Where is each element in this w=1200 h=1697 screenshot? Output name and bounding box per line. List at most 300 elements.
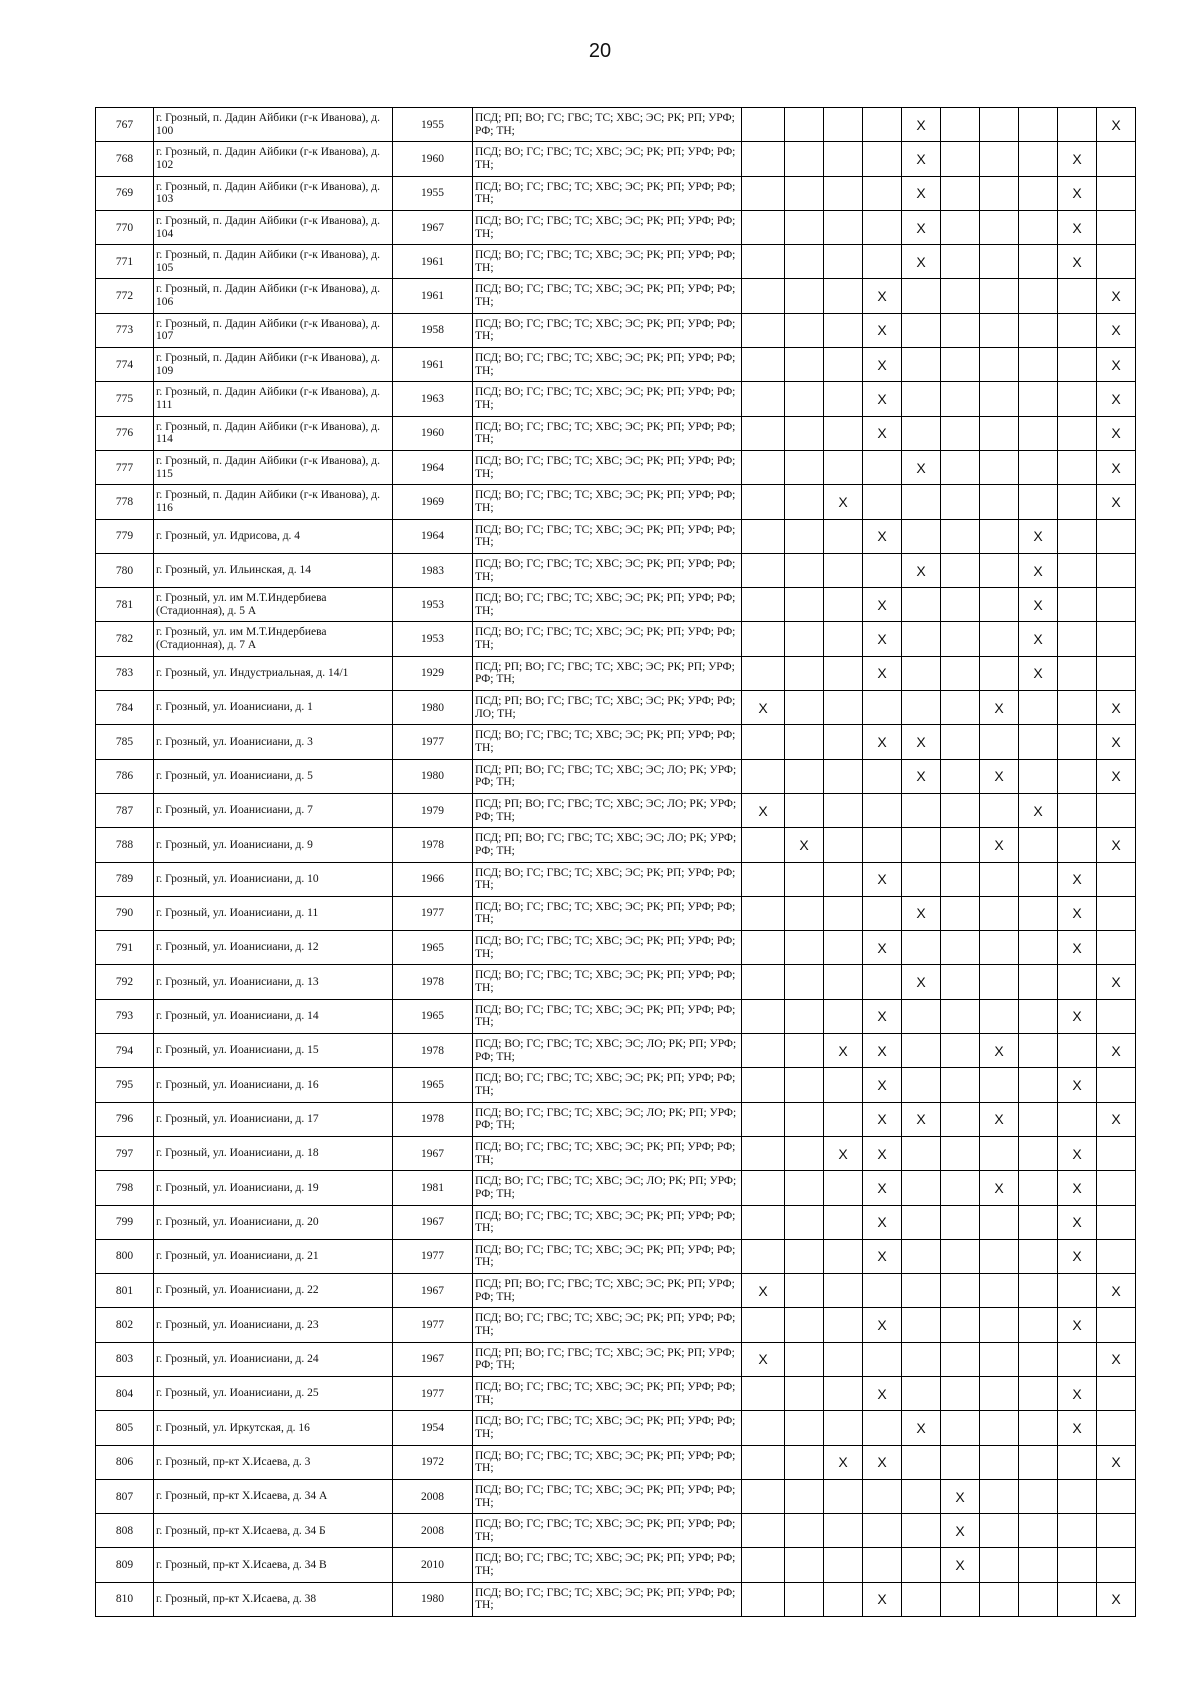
mark-cell-7 bbox=[980, 725, 1019, 759]
table-row bbox=[96, 416, 1136, 450]
table-row bbox=[96, 1274, 1136, 1308]
services-cell: ПСД; ВО; ГС; ГВС; ТС; ХВС; ЭС; РК; РП; УРФ; РФ; ТН; bbox=[473, 210, 742, 244]
mark-cell-6 bbox=[941, 691, 980, 725]
mark-cell-2 bbox=[785, 1239, 824, 1273]
mark-cell-5-checked: X bbox=[902, 965, 941, 999]
mark-cell-5 bbox=[902, 931, 941, 965]
mark-cell-7-checked: X bbox=[980, 1102, 1019, 1136]
mark-cell-6 bbox=[941, 588, 980, 622]
mark-cell-5 bbox=[902, 1034, 941, 1068]
table-row bbox=[96, 450, 1136, 484]
mark-cell-10-checked: X bbox=[1097, 691, 1136, 725]
mark-cell-4-checked: X bbox=[863, 1308, 902, 1342]
table-row bbox=[96, 553, 1136, 587]
mark-cell-2 bbox=[785, 896, 824, 930]
mark-cell-9-checked: X bbox=[1058, 1068, 1097, 1102]
mark-cell-8 bbox=[1019, 1068, 1058, 1102]
mark-cell-1 bbox=[742, 725, 785, 759]
table-row bbox=[96, 348, 1136, 382]
mark-cell-2-checked: X bbox=[785, 828, 824, 862]
mark-cell-2 bbox=[785, 1582, 824, 1616]
year-cell: 2008 bbox=[393, 1479, 473, 1513]
year-cell: 1963 bbox=[393, 382, 473, 416]
mark-cell-10 bbox=[1097, 931, 1136, 965]
mark-cell-10-checked: X bbox=[1097, 485, 1136, 519]
address-cell: г. Грозный, п. Дадин Айбики (г-к Иванова), д. 114 bbox=[154, 416, 393, 450]
row-number: 786 bbox=[96, 759, 154, 793]
mark-cell-10-checked: X bbox=[1097, 1102, 1136, 1136]
mark-cell-9 bbox=[1058, 485, 1097, 519]
mark-cell-4-checked: X bbox=[863, 862, 902, 896]
mark-cell-2 bbox=[785, 999, 824, 1033]
mark-cell-7 bbox=[980, 1342, 1019, 1376]
year-cell: 1960 bbox=[393, 142, 473, 176]
mark-cell-8 bbox=[1019, 1102, 1058, 1136]
mark-cell-2 bbox=[785, 519, 824, 553]
services-cell: ПСД; ВО; ГС; ГВС; ТС; ХВС; ЭС; РК; РП; УРФ; РФ; ТН; bbox=[473, 896, 742, 930]
mark-cell-5-checked: X bbox=[902, 896, 941, 930]
mark-cell-1 bbox=[742, 656, 785, 690]
mark-cell-5-checked: X bbox=[902, 553, 941, 587]
mark-cell-4-checked: X bbox=[863, 1136, 902, 1170]
mark-cell-3 bbox=[824, 1376, 863, 1410]
mark-cell-3 bbox=[824, 1068, 863, 1102]
mark-cell-4-checked: X bbox=[863, 931, 902, 965]
year-cell: 1977 bbox=[393, 896, 473, 930]
mark-cell-9 bbox=[1058, 1514, 1097, 1548]
row-number: 781 bbox=[96, 588, 154, 622]
mark-cell-6 bbox=[941, 519, 980, 553]
mark-cell-4 bbox=[863, 245, 902, 279]
mark-cell-4-checked: X bbox=[863, 1102, 902, 1136]
address-cell: г. Грозный, ул. им М.Т.Индербиева (Стадионная), д. 5 А bbox=[154, 588, 393, 622]
address-cell: г. Грозный, п. Дадин Айбики (г-к Иванова), д. 100 bbox=[154, 108, 393, 142]
mark-cell-10 bbox=[1097, 553, 1136, 587]
mark-cell-2 bbox=[785, 1102, 824, 1136]
year-cell: 1929 bbox=[393, 656, 473, 690]
mark-cell-3 bbox=[824, 245, 863, 279]
mark-cell-7 bbox=[980, 485, 1019, 519]
mark-cell-3 bbox=[824, 313, 863, 347]
table-row bbox=[96, 519, 1136, 553]
mark-cell-2 bbox=[785, 416, 824, 450]
services-cell: ПСД; ВО; ГС; ГВС; ТС; ХВС; ЭС; РК; РП; УРФ; РФ; ТН; bbox=[473, 245, 742, 279]
mark-cell-5 bbox=[902, 1171, 941, 1205]
address-cell: г. Грозный, ул. Иоанисиани, д. 9 bbox=[154, 828, 393, 862]
mark-cell-6 bbox=[941, 1376, 980, 1410]
services-cell: ПСД; ВО; ГС; ГВС; ТС; ХВС; ЭС; РК; РП; УРФ; РФ; ТН; bbox=[473, 382, 742, 416]
table-row bbox=[96, 1308, 1136, 1342]
mark-cell-4-checked: X bbox=[863, 588, 902, 622]
mark-cell-8-checked: X bbox=[1019, 622, 1058, 656]
mark-cell-6 bbox=[941, 725, 980, 759]
mark-cell-5 bbox=[902, 1445, 941, 1479]
table-row bbox=[96, 176, 1136, 210]
mark-cell-5-checked: X bbox=[902, 759, 941, 793]
mark-cell-8-checked: X bbox=[1019, 588, 1058, 622]
mark-cell-2 bbox=[785, 108, 824, 142]
mark-cell-7 bbox=[980, 1205, 1019, 1239]
mark-cell-10-checked: X bbox=[1097, 313, 1136, 347]
mark-cell-1 bbox=[742, 1239, 785, 1273]
year-cell: 1977 bbox=[393, 1239, 473, 1273]
table-row bbox=[96, 1548, 1136, 1582]
year-cell: 1980 bbox=[393, 1582, 473, 1616]
mark-cell-3 bbox=[824, 1548, 863, 1582]
mark-cell-10 bbox=[1097, 1308, 1136, 1342]
mark-cell-7 bbox=[980, 1136, 1019, 1170]
mark-cell-8 bbox=[1019, 313, 1058, 347]
mark-cell-1 bbox=[742, 176, 785, 210]
mark-cell-2 bbox=[785, 382, 824, 416]
mark-cell-6 bbox=[941, 142, 980, 176]
table-row bbox=[96, 142, 1136, 176]
table-row bbox=[96, 1205, 1136, 1239]
address-cell: г. Грозный, ул. Иоанисиани, д. 20 bbox=[154, 1205, 393, 1239]
mark-cell-6 bbox=[941, 1239, 980, 1273]
mark-cell-4-checked: X bbox=[863, 725, 902, 759]
mark-cell-4 bbox=[863, 210, 902, 244]
mark-cell-10 bbox=[1097, 1205, 1136, 1239]
row-number: 793 bbox=[96, 999, 154, 1033]
mark-cell-4-checked: X bbox=[863, 622, 902, 656]
table-row bbox=[96, 1068, 1136, 1102]
mark-cell-1 bbox=[742, 1479, 785, 1513]
mark-cell-8 bbox=[1019, 1308, 1058, 1342]
mark-cell-10-checked: X bbox=[1097, 348, 1136, 382]
mark-cell-6 bbox=[941, 1445, 980, 1479]
mark-cell-8 bbox=[1019, 931, 1058, 965]
mark-cell-1 bbox=[742, 1068, 785, 1102]
mark-cell-10 bbox=[1097, 1171, 1136, 1205]
row-number: 801 bbox=[96, 1274, 154, 1308]
address-cell: г. Грозный, ул. Иоанисиани, д. 14 bbox=[154, 999, 393, 1033]
mark-cell-7 bbox=[980, 588, 1019, 622]
row-number: 784 bbox=[96, 691, 154, 725]
mark-cell-4 bbox=[863, 691, 902, 725]
mark-cell-4 bbox=[863, 485, 902, 519]
address-cell: г. Грозный, п. Дадин Айбики (г-к Иванова), д. 116 bbox=[154, 485, 393, 519]
year-cell: 1977 bbox=[393, 1376, 473, 1410]
row-number: 798 bbox=[96, 1171, 154, 1205]
mark-cell-2 bbox=[785, 1068, 824, 1102]
mark-cell-3 bbox=[824, 279, 863, 313]
mark-cell-8-checked: X bbox=[1019, 519, 1058, 553]
mark-cell-3 bbox=[824, 553, 863, 587]
mark-cell-3 bbox=[824, 108, 863, 142]
row-number: 776 bbox=[96, 416, 154, 450]
year-cell: 1978 bbox=[393, 1102, 473, 1136]
table-row bbox=[96, 279, 1136, 313]
address-cell: г. Грозный, п. Дадин Айбики (г-к Иванова), д. 102 bbox=[154, 142, 393, 176]
services-cell: ПСД; ВО; ГС; ГВС; ТС; ХВС; ЭС; РК; РП; УРФ; РФ; ТН; bbox=[473, 142, 742, 176]
mark-cell-5-checked: X bbox=[902, 450, 941, 484]
mark-cell-3 bbox=[824, 1514, 863, 1548]
services-cell: ПСД; ВО; ГС; ГВС; ТС; ХВС; ЭС; РК; РП; УРФ; РФ; ТН; bbox=[473, 588, 742, 622]
mark-cell-10 bbox=[1097, 1136, 1136, 1170]
mark-cell-1 bbox=[742, 1376, 785, 1410]
mark-cell-2 bbox=[785, 759, 824, 793]
address-cell: г. Грозный, п. Дадин Айбики (г-к Иванова), д. 103 bbox=[154, 176, 393, 210]
mark-cell-5 bbox=[902, 999, 941, 1033]
year-cell: 1964 bbox=[393, 450, 473, 484]
mark-cell-4 bbox=[863, 1548, 902, 1582]
mark-cell-3 bbox=[824, 622, 863, 656]
mark-cell-10 bbox=[1097, 793, 1136, 827]
mark-cell-7 bbox=[980, 1376, 1019, 1410]
year-cell: 1977 bbox=[393, 725, 473, 759]
mark-cell-6 bbox=[941, 245, 980, 279]
year-cell: 1967 bbox=[393, 1136, 473, 1170]
mark-cell-3 bbox=[824, 1582, 863, 1616]
mark-cell-4 bbox=[863, 965, 902, 999]
mark-cell-5-checked: X bbox=[902, 210, 941, 244]
address-cell: г. Грозный, пр-кт Х.Исаева, д. 34 В bbox=[154, 1548, 393, 1582]
mark-cell-4-checked: X bbox=[863, 416, 902, 450]
row-number: 791 bbox=[96, 931, 154, 965]
mark-cell-5-checked: X bbox=[902, 1102, 941, 1136]
mark-cell-10 bbox=[1097, 1411, 1136, 1445]
year-cell: 1953 bbox=[393, 588, 473, 622]
address-cell: г. Грозный, ул. Иоанисиани, д. 19 bbox=[154, 1171, 393, 1205]
row-number: 767 bbox=[96, 108, 154, 142]
mark-cell-6 bbox=[941, 1205, 980, 1239]
year-cell: 2008 bbox=[393, 1514, 473, 1548]
mark-cell-1 bbox=[742, 1308, 785, 1342]
mark-cell-7 bbox=[980, 1068, 1019, 1102]
services-cell: ПСД; ВО; ГС; ГВС; ТС; ХВС; ЭС; РК; РП; УРФ; РФ; ТН; bbox=[473, 931, 742, 965]
mark-cell-2 bbox=[785, 279, 824, 313]
year-cell: 1961 bbox=[393, 279, 473, 313]
mark-cell-10-checked: X bbox=[1097, 279, 1136, 313]
mark-cell-4-checked: X bbox=[863, 519, 902, 553]
table-row bbox=[96, 1102, 1136, 1136]
year-cell: 1953 bbox=[393, 622, 473, 656]
year-cell: 1960 bbox=[393, 416, 473, 450]
mark-cell-6 bbox=[941, 1274, 980, 1308]
mark-cell-8 bbox=[1019, 1342, 1058, 1376]
mark-cell-9 bbox=[1058, 793, 1097, 827]
mark-cell-6 bbox=[941, 622, 980, 656]
mark-cell-5 bbox=[902, 1342, 941, 1376]
mark-cell-8 bbox=[1019, 1136, 1058, 1170]
mark-cell-9 bbox=[1058, 1102, 1097, 1136]
year-cell: 1961 bbox=[393, 245, 473, 279]
mark-cell-7 bbox=[980, 622, 1019, 656]
mark-cell-9-checked: X bbox=[1058, 896, 1097, 930]
year-cell: 1969 bbox=[393, 485, 473, 519]
mark-cell-2 bbox=[785, 1171, 824, 1205]
mark-cell-9-checked: X bbox=[1058, 1136, 1097, 1170]
table-row bbox=[96, 691, 1136, 725]
mark-cell-7 bbox=[980, 108, 1019, 142]
services-cell: ПСД; ВО; ГС; ГВС; ТС; ХВС; ЭС; РК; РП; УРФ; РФ; ТН; bbox=[473, 1308, 742, 1342]
year-cell: 1955 bbox=[393, 108, 473, 142]
mark-cell-4 bbox=[863, 1274, 902, 1308]
mark-cell-9-checked: X bbox=[1058, 1171, 1097, 1205]
table-row bbox=[96, 108, 1136, 142]
services-cell: ПСД; ВО; ГС; ГВС; ТС; ХВС; ЭС; РК; РП; УРФ; РФ; ТН; bbox=[473, 176, 742, 210]
mark-cell-5 bbox=[902, 1239, 941, 1273]
mark-cell-10 bbox=[1097, 656, 1136, 690]
mark-cell-1 bbox=[742, 245, 785, 279]
year-cell: 1983 bbox=[393, 553, 473, 587]
services-cell: ПСД; ВО; ГС; ГВС; ТС; ХВС; ЭС; РК; РП; УРФ; РФ; ТН; bbox=[473, 1548, 742, 1582]
address-cell: г. Грозный, ул. Иоанисиани, д. 23 bbox=[154, 1308, 393, 1342]
mark-cell-1 bbox=[742, 999, 785, 1033]
mark-cell-7 bbox=[980, 1445, 1019, 1479]
row-number: 777 bbox=[96, 450, 154, 484]
mark-cell-4-checked: X bbox=[863, 1205, 902, 1239]
mark-cell-6 bbox=[941, 1102, 980, 1136]
table-row bbox=[96, 382, 1136, 416]
services-cell: ПСД; ВО; ГС; ГВС; ТС; ХВС; ЭС; РК; РП; УРФ; РФ; ТН; bbox=[473, 999, 742, 1033]
mark-cell-10-checked: X bbox=[1097, 1274, 1136, 1308]
mark-cell-1 bbox=[742, 450, 785, 484]
mark-cell-6 bbox=[941, 1034, 980, 1068]
mark-cell-4-checked: X bbox=[863, 348, 902, 382]
services-cell: ПСД; ВО; ГС; ГВС; ТС; ХВС; ЭС; ЛО; РК; РП; УРФ; РФ; ТН; bbox=[473, 1102, 742, 1136]
year-cell: 1965 bbox=[393, 931, 473, 965]
mark-cell-5 bbox=[902, 382, 941, 416]
mark-cell-10 bbox=[1097, 588, 1136, 622]
mark-cell-5-checked: X bbox=[902, 108, 941, 142]
mark-cell-8 bbox=[1019, 965, 1058, 999]
mark-cell-6 bbox=[941, 1136, 980, 1170]
mark-cell-6 bbox=[941, 108, 980, 142]
mark-cell-8 bbox=[1019, 999, 1058, 1033]
services-cell: ПСД; РП; ВО; ГС; ГВС; ТС; ХВС; ЭС; РК; РП; УРФ; РФ; ТН; bbox=[473, 1342, 742, 1376]
mark-cell-5 bbox=[902, 1582, 941, 1616]
mark-cell-8 bbox=[1019, 176, 1058, 210]
mark-cell-7-checked: X bbox=[980, 828, 1019, 862]
mark-cell-9-checked: X bbox=[1058, 142, 1097, 176]
table-row bbox=[96, 588, 1136, 622]
mark-cell-3 bbox=[824, 759, 863, 793]
mark-cell-5-checked: X bbox=[902, 1411, 941, 1445]
mark-cell-4 bbox=[863, 896, 902, 930]
mark-cell-9 bbox=[1058, 828, 1097, 862]
services-cell: ПСД; ВО; ГС; ГВС; ТС; ХВС; ЭС; РК; РП; УРФ; РФ; ТН; bbox=[473, 279, 742, 313]
row-number: 794 bbox=[96, 1034, 154, 1068]
mark-cell-9 bbox=[1058, 1274, 1097, 1308]
year-cell: 1979 bbox=[393, 793, 473, 827]
mark-cell-9 bbox=[1058, 450, 1097, 484]
mark-cell-8 bbox=[1019, 1376, 1058, 1410]
mark-cell-10-checked: X bbox=[1097, 965, 1136, 999]
mark-cell-3 bbox=[824, 210, 863, 244]
mark-cell-3 bbox=[824, 1274, 863, 1308]
mark-cell-3 bbox=[824, 1171, 863, 1205]
mark-cell-5 bbox=[902, 862, 941, 896]
mark-cell-5-checked: X bbox=[902, 245, 941, 279]
mark-cell-9 bbox=[1058, 725, 1097, 759]
year-cell: 1978 bbox=[393, 965, 473, 999]
services-cell: ПСД; ВО; ГС; ГВС; ТС; ХВС; ЭС; РК; РП; УРФ; РФ; ТН; bbox=[473, 553, 742, 587]
mark-cell-7 bbox=[980, 999, 1019, 1033]
row-number: 792 bbox=[96, 965, 154, 999]
services-cell: ПСД; ВО; ГС; ГВС; ТС; ХВС; ЭС; ЛО; РК; РП; УРФ; РФ; ТН; bbox=[473, 1034, 742, 1068]
row-number: 804 bbox=[96, 1376, 154, 1410]
mark-cell-5 bbox=[902, 416, 941, 450]
mark-cell-9 bbox=[1058, 553, 1097, 587]
mark-cell-9-checked: X bbox=[1058, 999, 1097, 1033]
mark-cell-1 bbox=[742, 1205, 785, 1239]
mark-cell-4-checked: X bbox=[863, 1068, 902, 1102]
mark-cell-1 bbox=[742, 1102, 785, 1136]
year-cell: 1958 bbox=[393, 313, 473, 347]
mark-cell-2 bbox=[785, 691, 824, 725]
mark-cell-3 bbox=[824, 1239, 863, 1273]
mark-cell-3 bbox=[824, 862, 863, 896]
mark-cell-9-checked: X bbox=[1058, 210, 1097, 244]
mark-cell-1 bbox=[742, 862, 785, 896]
mark-cell-4-checked: X bbox=[863, 1034, 902, 1068]
mark-cell-5 bbox=[902, 313, 941, 347]
year-cell: 1961 bbox=[393, 348, 473, 382]
mark-cell-1 bbox=[742, 1034, 785, 1068]
mark-cell-1 bbox=[742, 1171, 785, 1205]
mark-cell-8-checked: X bbox=[1019, 793, 1058, 827]
mark-cell-9 bbox=[1058, 108, 1097, 142]
mark-cell-7-checked: X bbox=[980, 759, 1019, 793]
mark-cell-8 bbox=[1019, 245, 1058, 279]
row-number: 771 bbox=[96, 245, 154, 279]
mark-cell-5 bbox=[902, 656, 941, 690]
row-number: 769 bbox=[96, 176, 154, 210]
mark-cell-6-checked: X bbox=[941, 1514, 980, 1548]
year-cell: 1967 bbox=[393, 210, 473, 244]
services-cell: ПСД; РП; ВО; ГС; ГВС; ТС; ХВС; ЭС; ЛО; РК; УРФ; РФ; ТН; bbox=[473, 793, 742, 827]
mark-cell-2 bbox=[785, 725, 824, 759]
mark-cell-5 bbox=[902, 588, 941, 622]
table-row bbox=[96, 793, 1136, 827]
year-cell: 1955 bbox=[393, 176, 473, 210]
year-cell: 1967 bbox=[393, 1342, 473, 1376]
mark-cell-1-checked: X bbox=[742, 1274, 785, 1308]
mark-cell-3 bbox=[824, 1102, 863, 1136]
mark-cell-8 bbox=[1019, 759, 1058, 793]
mark-cell-8 bbox=[1019, 108, 1058, 142]
services-cell: ПСД; ВО; ГС; ГВС; ТС; ХВС; ЭС; РК; РП; УРФ; РФ; ТН; bbox=[473, 450, 742, 484]
address-cell: г. Грозный, пр-кт Х.Исаева, д. 38 bbox=[154, 1582, 393, 1616]
mark-cell-2 bbox=[785, 793, 824, 827]
address-cell: г. Грозный, ул. Иоанисиани, д. 11 bbox=[154, 896, 393, 930]
mark-cell-4-checked: X bbox=[863, 1445, 902, 1479]
mark-cell-5 bbox=[902, 1068, 941, 1102]
year-cell: 1966 bbox=[393, 862, 473, 896]
address-cell: г. Грозный, ул. Иоанисиани, д. 15 bbox=[154, 1034, 393, 1068]
mark-cell-10 bbox=[1097, 210, 1136, 244]
year-cell: 2010 bbox=[393, 1548, 473, 1582]
mark-cell-9 bbox=[1058, 1582, 1097, 1616]
mark-cell-6 bbox=[941, 485, 980, 519]
services-cell: ПСД; ВО; ГС; ГВС; ТС; ХВС; ЭС; РК; РП; УРФ; РФ; ТН; bbox=[473, 519, 742, 553]
table-row bbox=[96, 965, 1136, 999]
mark-cell-7 bbox=[980, 896, 1019, 930]
year-cell: 1964 bbox=[393, 519, 473, 553]
address-cell: г. Грозный, ул. Иоанисиани, д. 5 bbox=[154, 759, 393, 793]
services-cell: ПСД; ВО; ГС; ГВС; ТС; ХВС; ЭС; РК; РП; УРФ; РФ; ТН; bbox=[473, 485, 742, 519]
mark-cell-1-checked: X bbox=[742, 691, 785, 725]
mark-cell-3 bbox=[824, 1479, 863, 1513]
services-cell: ПСД; РП; ВО; ГС; ГВС; ТС; ХВС; ЭС; РК; РП; УРФ; РФ; ТН; bbox=[473, 1274, 742, 1308]
mark-cell-10 bbox=[1097, 1376, 1136, 1410]
mark-cell-3 bbox=[824, 1342, 863, 1376]
mark-cell-3 bbox=[824, 828, 863, 862]
mark-cell-2 bbox=[785, 1514, 824, 1548]
mark-cell-4 bbox=[863, 450, 902, 484]
